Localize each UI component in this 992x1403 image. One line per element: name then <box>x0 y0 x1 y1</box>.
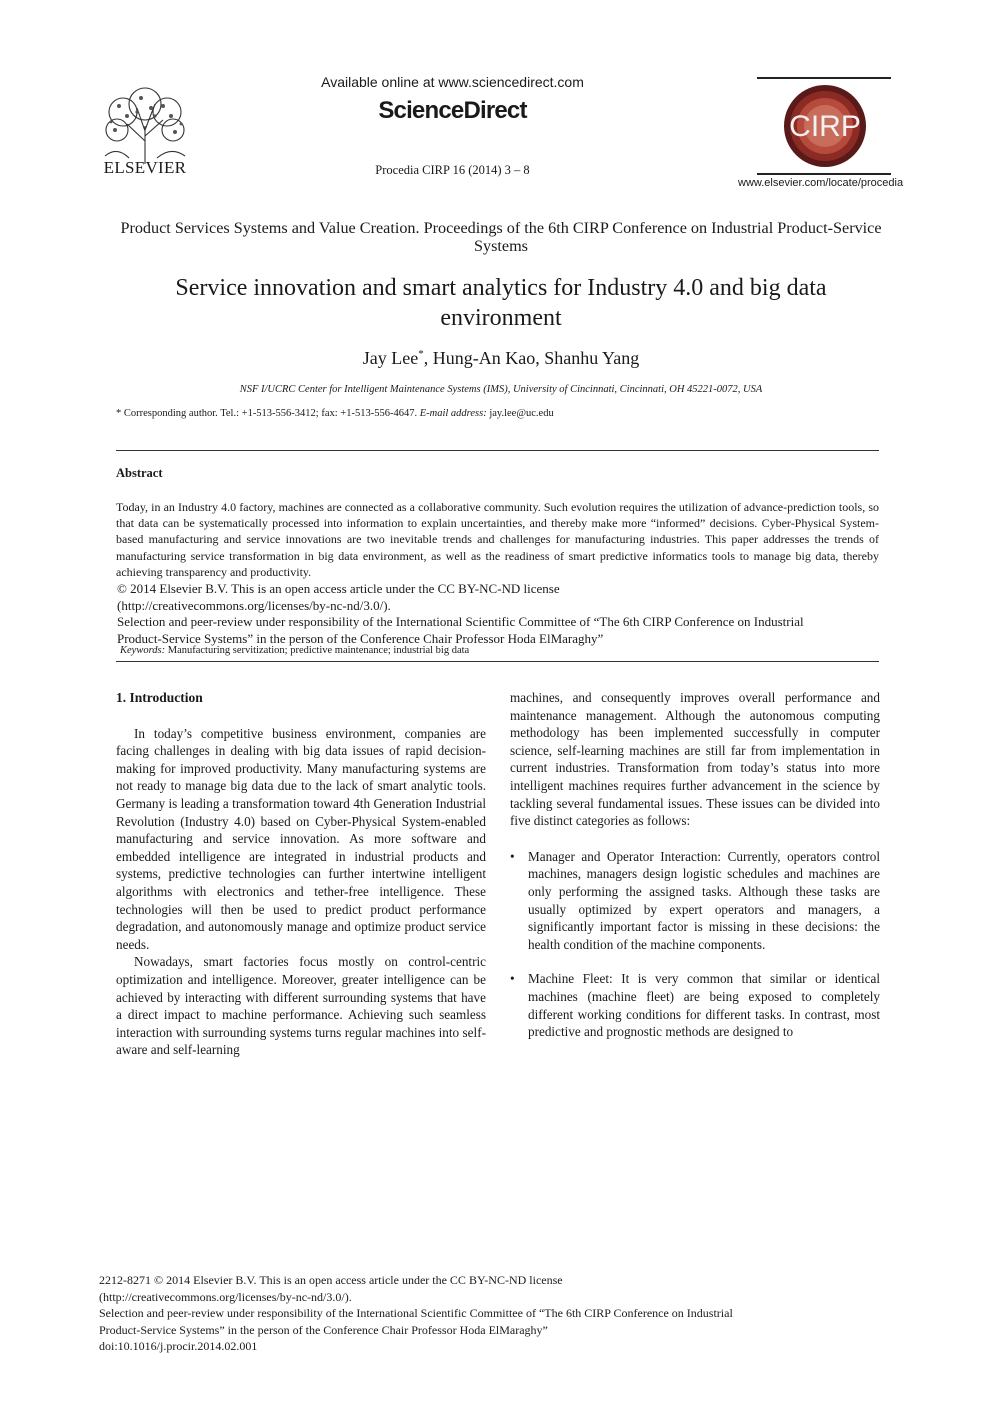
publisher-name: ELSEVIER <box>103 158 187 177</box>
abstract-body: Today, in an Industry 4.0 factory, machines are connected as a collaborative community. Such evolution requires the utilization of advance-prediction tools, so that data can be systematically processed into information to explain uncertainties, and thereby make more “informed” decisions. Cyber-Physical System-based manufacturing and service innovations are two inevitable trends and challenges for manufacturing industries. This paper addresses the trends of manufacturing service transformation in big data environment, as well as the readiness of smart predictive informatics tools to manage big data, thereby achieving transparency and productivity. <box>116 500 879 579</box>
paper-title-line-1: Service innovation and smart analytics for Industry 4.0 and big data <box>175 275 827 301</box>
available-online-text: Available online at www.sciencedirect.com <box>321 74 584 90</box>
keywords-list: Manufacturing servitization; predictive maintenance; industrial big data <box>167 645 470 656</box>
abstract-rule-top <box>116 450 879 451</box>
corresponding-mark: * <box>418 348 424 360</box>
affiliation: NSF I/UCRC Center for Intelligent Maintenance Systems (IMS), University of Cincinnati, Cincinnati, OH 45221-0072, USA <box>239 384 763 395</box>
paper-title-line-2: environment <box>440 305 562 331</box>
cirp-rule-bottom <box>757 173 891 175</box>
abstract-license-url[interactable]: (http://creativecommons.org/licenses/by-nc-nd/3.0/). <box>117 597 391 613</box>
footer-issn-copyright: 2212-8271 © 2014 Elsevier B.V. This is an open access article under the CC BY-NC-ND license <box>99 1273 563 1287</box>
footer-review-line-2: Product-Service Systems” in the person of the Conference Chair Professor Hoda ElMaraghy” <box>99 1322 548 1337</box>
journal-url-link[interactable]: www.elsevier.com/locate/procedia <box>738 177 904 189</box>
bullet-icon: • <box>510 971 515 987</box>
intro-paragraph-1: In today’s competitive business environment, companies are facing challenges in dealing with big data issues of rapid decision-making for improved productivity. Many manufacturing systems are not ready to manage big data due to the lack of smart analytic tools. Germany is leading a transformation toward 4th Generation Industrial Revolution (Industry 4.0) based on Cyber-Physical System-enabled manufacturing and service innovation. As more software and embedded intelligence are integrated in industrial products and systems, predictive technologies can further intertwine intelligent algorithms with electronics and tether-free intelligence. These technologies will then be used to predict product performance degradation, and autonomously manage and optimize product service needs. <box>116 725 486 952</box>
author-rest: , Hung-An Kao, Shanhu Yang <box>423 348 640 368</box>
keywords <box>120 645 880 656</box>
sciencedirect-brand: ScienceDirect <box>378 97 527 124</box>
section-heading-introduction: 1. Introduction <box>116 690 203 705</box>
corresponding-contact: * Corresponding author. Tel.: +1-513-556-3412; fax: +1-513-556-4647. <box>116 408 418 419</box>
email-label: E-mail address: <box>419 408 487 419</box>
keywords-label: Keywords: <box>120 645 166 656</box>
journal-citation: Procedia CIRP 16 (2014) 3 – 8 <box>375 163 530 177</box>
abstract-heading: Abstract <box>116 466 163 480</box>
email-address[interactable]: jay.lee@uc.edu <box>489 408 554 419</box>
intro-paragraph-2: Nowadays, smart factories focus mostly on control-centric optimization and intelligence. Moreover, greater intelligence can be achieved by interacting with different surrounding systems that have a direct impact to machine performance. Achieving such seamless interaction with surrounding systems turns regular machines into self-aware and self-learning <box>116 954 486 1058</box>
intro-paragraph-3: machines, and consequently improves overall performance and maintenance management. Although the autonomous computing methodology has been implemented successfully in computer science, self-learning machines are still far from implementation in current industries. Transformation from today’s status into more intelligent machines requires further advancement in the science by tackling several fundamental issues. These issues can be divided into five distinct categories as follows: <box>510 690 880 829</box>
list-item <box>510 970 880 1040</box>
abstract-license-block <box>117 581 880 647</box>
cirp-logo <box>782 83 868 169</box>
footer-doi[interactable]: doi:10.1016/j.procir.2014.02.001 <box>99 1339 258 1354</box>
abstract-rule-bottom <box>116 661 879 662</box>
body-column-right <box>510 689 880 1058</box>
issue-list <box>510 848 880 1041</box>
author-list <box>110 348 892 369</box>
cirp-rule-top <box>757 77 891 79</box>
abstract-review-line-1: Selection and peer-review under responsibility of the International Scientific Committee of “The 6th CIRP Conference on Industrial <box>117 614 804 630</box>
corresponding-author-note <box>116 408 886 419</box>
footer-license-url[interactable]: (http://creativecommons.org/licenses/by-nc-nd/3.0/). <box>99 1289 352 1304</box>
conference-name: Product Services Systems and Value Creation. Proceedings of the 6th CIRP Conference on Industrial Product-Service Systems <box>120 219 882 255</box>
bullet-text-manager-operator: Manager and Operator Interaction: Currently, operators control machines, managers design logistic schedules and machines are only performing the assigned tasks. Although these tasks are usually optimized by expert operators and managers, a significantly important factor is missing in these decisions: the health condition of the machine components. <box>528 848 880 952</box>
bullet-text-machine-fleet: Machine Fleet: It is very common that similar or identical machines (machine fleet) are being exposed to completely different working conditions for different tasks. In contrast, most predictive and prognostic methods are designed to <box>528 971 880 1040</box>
abstract-review-line-2: Product-Service Systems” in the person of the Conference Chair Professor Hoda ElMaraghy” <box>117 630 604 646</box>
author-first: Jay Lee <box>362 348 419 368</box>
abstract-copyright: © 2014 Elsevier B.V. This is an open access article under the CC BY-NC-ND license <box>117 581 560 596</box>
svg-text:CIRP: CIRP <box>789 110 861 143</box>
footer-notes <box>99 1272 859 1355</box>
paper-title <box>110 273 892 333</box>
footer-review-line-1: Selection and peer-review under responsibility of the International Scientific Committee of “The 6th CIRP Conference on Industrial <box>99 1306 733 1321</box>
bullet-icon: • <box>510 848 515 864</box>
list-item <box>510 848 880 954</box>
body-column-left <box>116 689 486 1059</box>
